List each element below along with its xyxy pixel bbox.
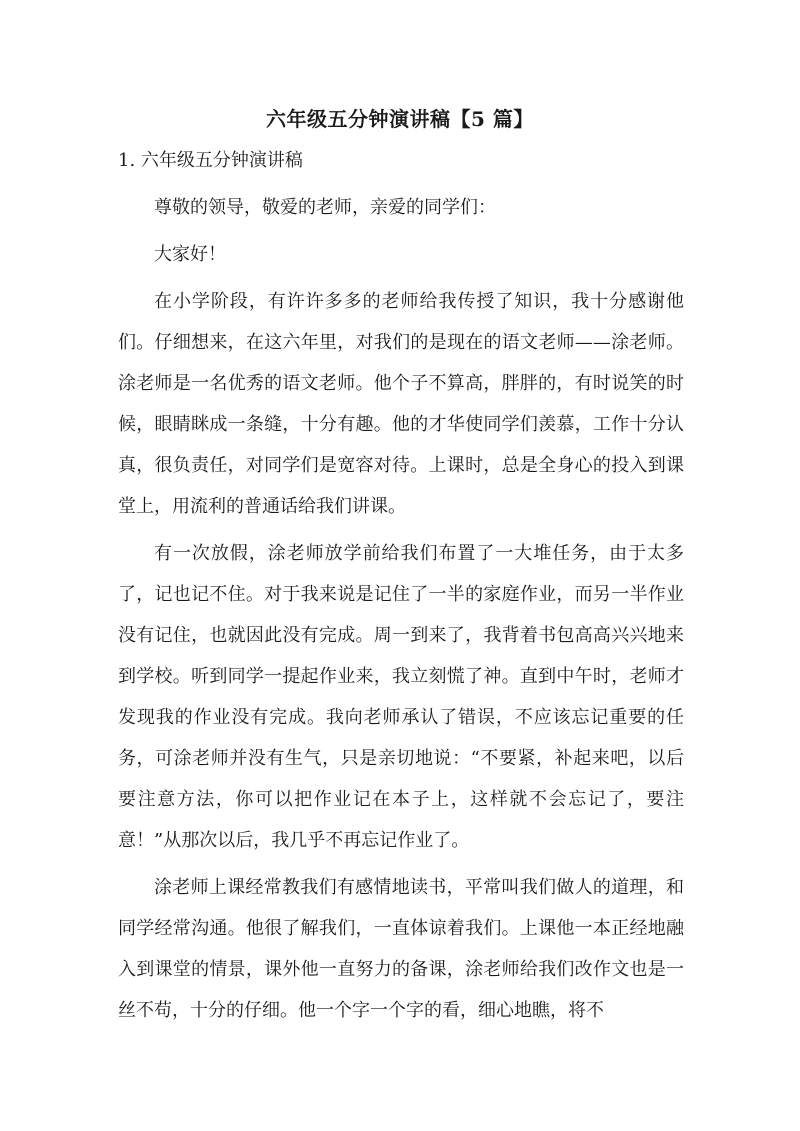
- paragraph-body: 在小学阶段，有许许多多的老师给我传授了知识，我十分感谢他们。仔细想来，在这六年里，对我们的是现在的语文老师——涂老师。涂老师是一名优秀的语文老师。他个子不算高，胖胖的，有时说笑的时候，眼睛眯成一条缝，十分有趣。他的才华使同学们羡慕，工作十分认真，很负责任，对同学们是宽容对待。上课时，总是全身心的投入到课堂上，用流利的普通话给我们讲课。: [118, 291, 684, 517]
- paragraph-body: 涂老师上课经常教我们有感情地读书，平常叫我们做人的道理，和同学经常沟通。他很了解我们，一直体谅着我们。上课他一本正经地融入到课堂的情景，课外他一直努力的备课，涂老师给我们改作文也是一丝不苟，十分的仔细。他一个字一个字的看，细心地瞧，将不: [118, 877, 684, 1021]
- section-heading: 1. 六年级五分钟演讲稿: [118, 150, 303, 171]
- paragraph-body: 有一次放假，涂老师放学前给我们布置了一大堆任务，由于太多了，记也记不住。对于我来说是记住了一半的家庭作业，而另一半作业没有记住，也就因此没有完成。周一到来了，我背着书包高高兴兴地来到学校。听到同学一提起作业来，我立刻慌了神。直到中午时，老师才发现我的作业没有完成。我向老师承认了错误，不应该忘记重要的任务，可涂老师并没有生气，只是亲切地说：“不要紧，补起来吧，以后要注意方法，你可以把作业记在本子上，这样就不会忘记了，要注意！”从那次以后，我几乎不再忘记作业了。: [118, 543, 684, 851]
- document-body: [118, 187, 684, 1037]
- paragraph-salutation: 尊敬的领导，敬爱的老师，亲爱的同学们：: [154, 197, 496, 218]
- paragraph-greeting: 大家好！: [154, 244, 226, 265]
- document-title: 六年级五分钟演讲稿【5 篇】: [266, 107, 534, 131]
